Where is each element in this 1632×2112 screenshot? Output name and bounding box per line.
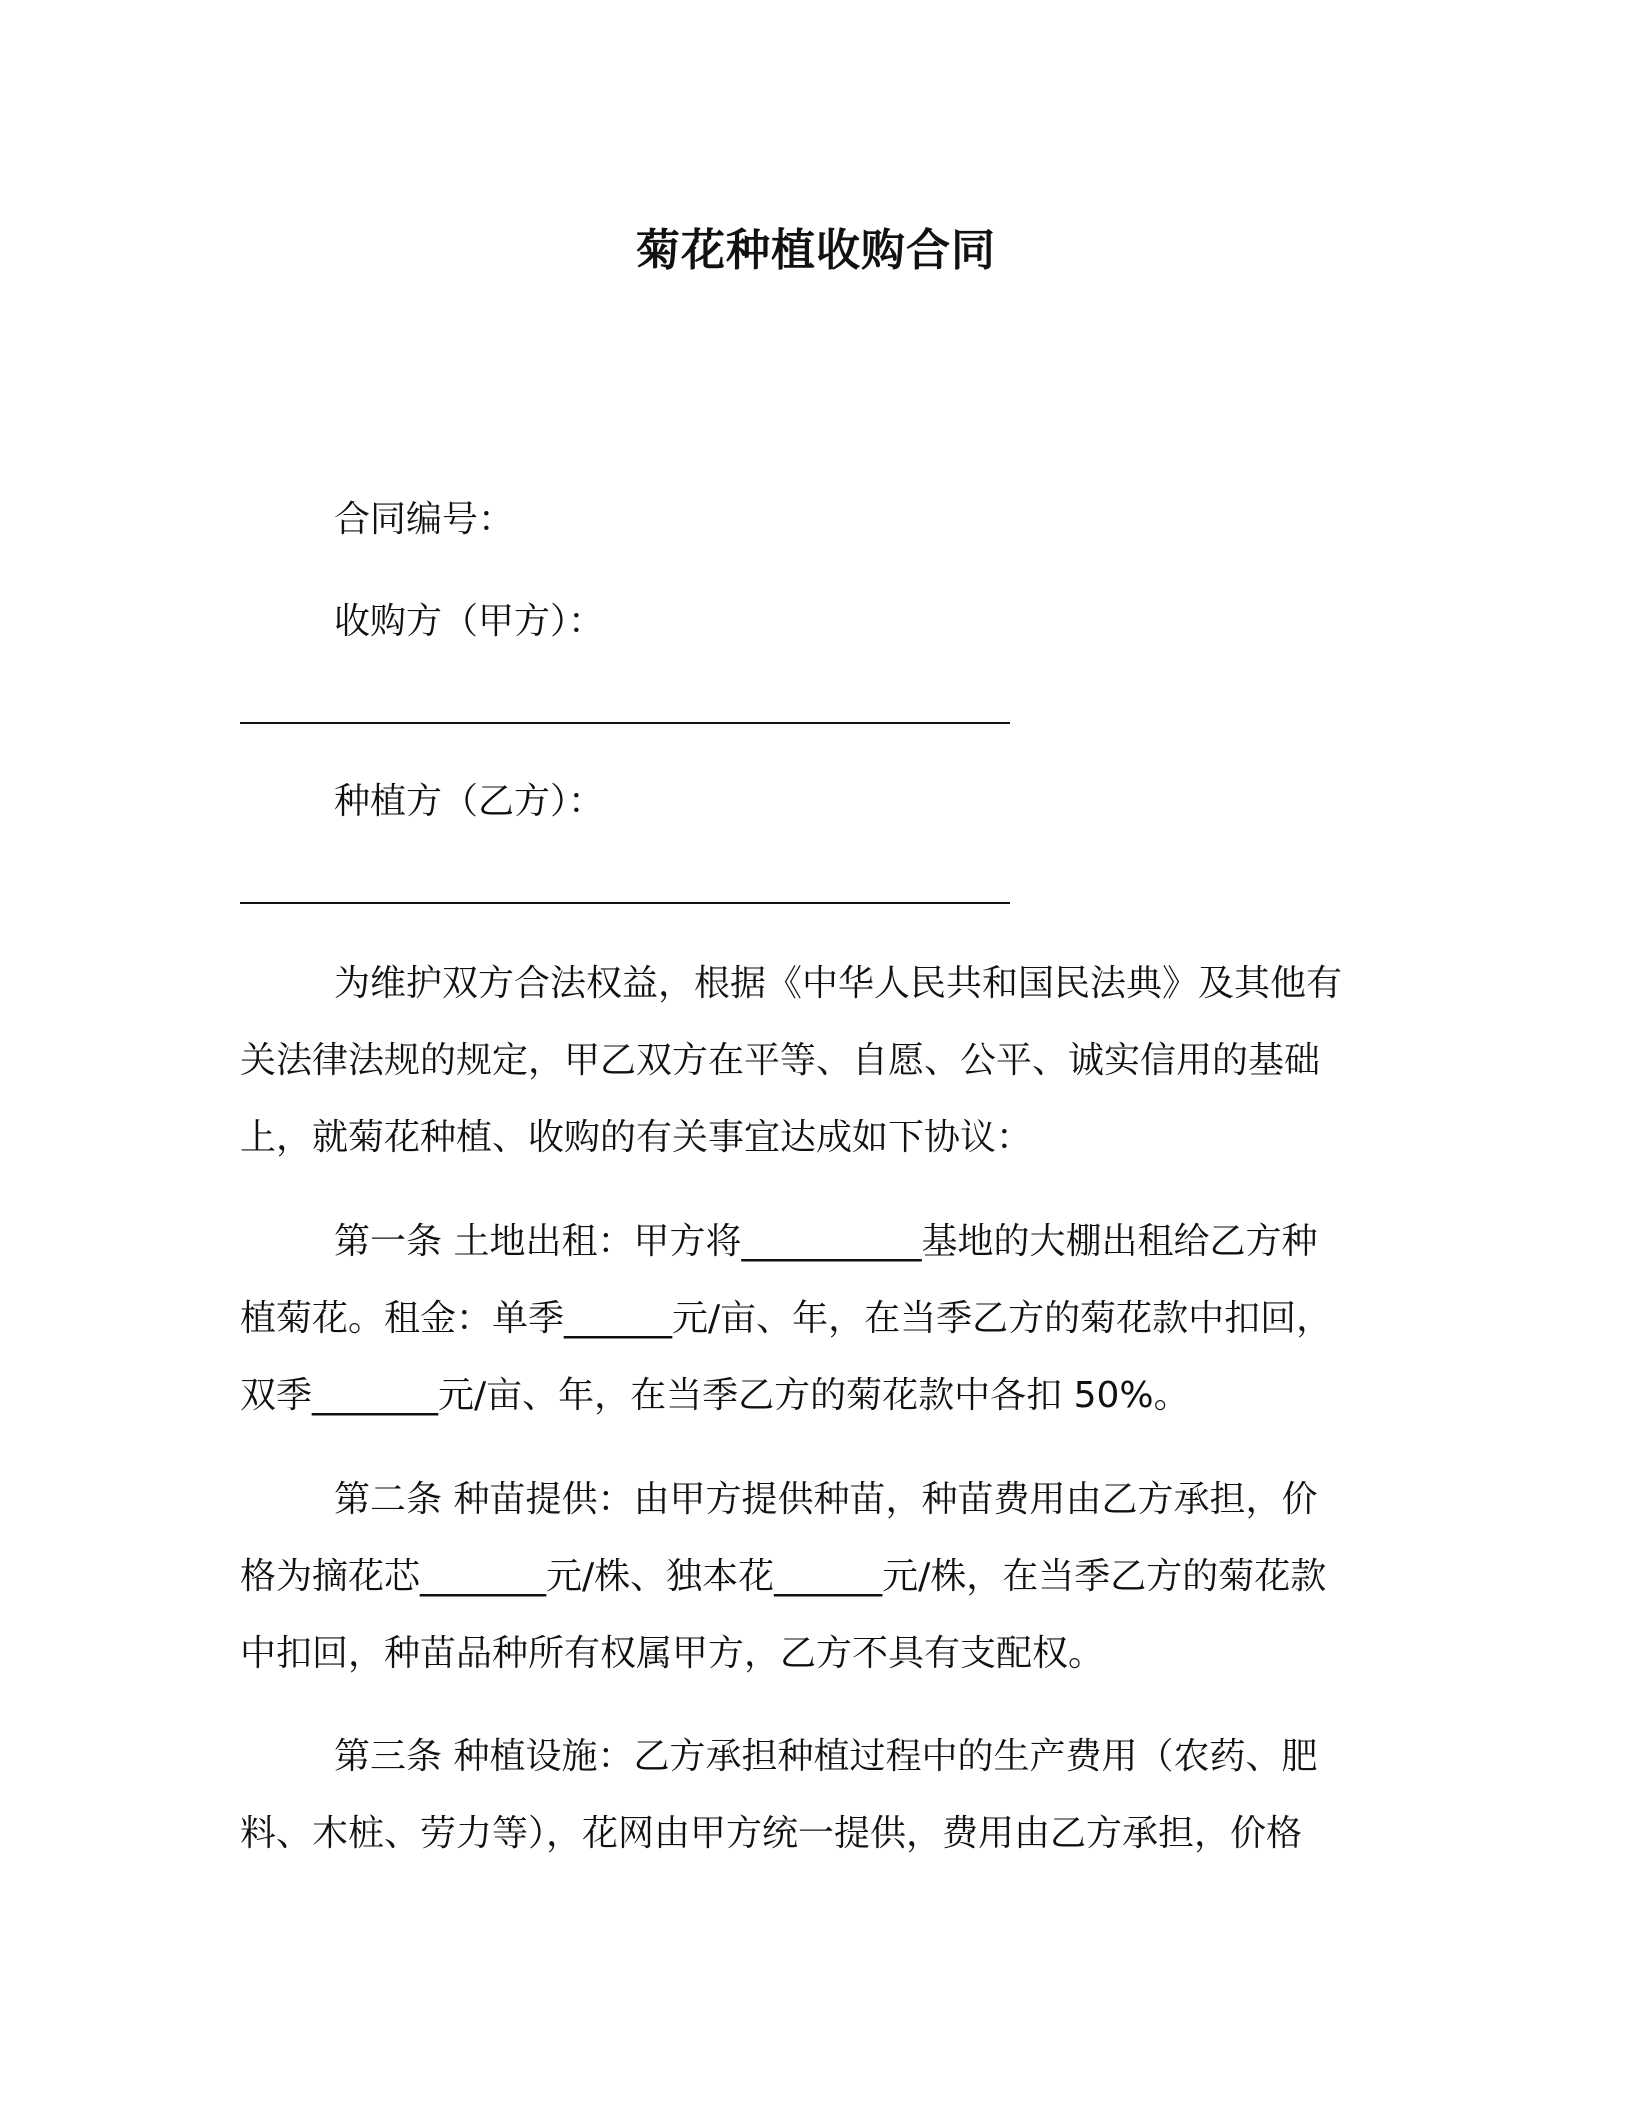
article-1-line: 双季_______元/亩、年，在当季乙方的菊花款中各扣 50%。 <box>240 1375 1190 1416</box>
article-3-line: 第三条 种植设施：乙方承担种植过程中的生产费用（农药、肥 <box>334 1736 1318 1777</box>
article-2-line: 中扣回，种苗品种所有权属甲方，乙方不具有支配权。 <box>240 1633 1105 1674</box>
party-b-label: 种植方（乙方）： <box>334 781 605 822</box>
article-2-line: 第二条 种苗提供：由甲方提供种苗，种苗费用由乙方承担，价 <box>334 1479 1318 1520</box>
article-2-line: 格为摘花芯_______元/株、独本花______元/株，在当季乙方的菊花款 <box>240 1556 1327 1597</box>
article-1-line: 植菊花。租金：单季______元/亩、年，在当季乙方的菊花款中扣回， <box>240 1298 1333 1339</box>
preamble-line: 为维护双方合法权益，根据《中华人民共和国民法典》及其他有 <box>334 963 1343 1004</box>
article-1-line: 第一条 土地出租：甲方将__________基地的大棚出租给乙方种 <box>334 1221 1318 1262</box>
preamble-line: 上，就菊花种植、收购的有关事宜达成如下协议： <box>240 1117 1033 1158</box>
party-b-signature-line <box>240 902 1010 904</box>
article-3-line: 料、木桩、劳力等），花网由甲方统一提供，费用由乙方承担，价格 <box>240 1813 1303 1854</box>
document-title: 菊花种植收购合同 <box>636 225 996 276</box>
contract-number-label: 合同编号： <box>334 499 515 540</box>
party-a-label: 收购方（甲方）： <box>334 601 605 642</box>
party-a-signature-line <box>240 722 1010 724</box>
preamble-line: 关法律法规的规定，甲乙双方在平等、自愿、公平、诚实信用的基础 <box>240 1040 1321 1081</box>
